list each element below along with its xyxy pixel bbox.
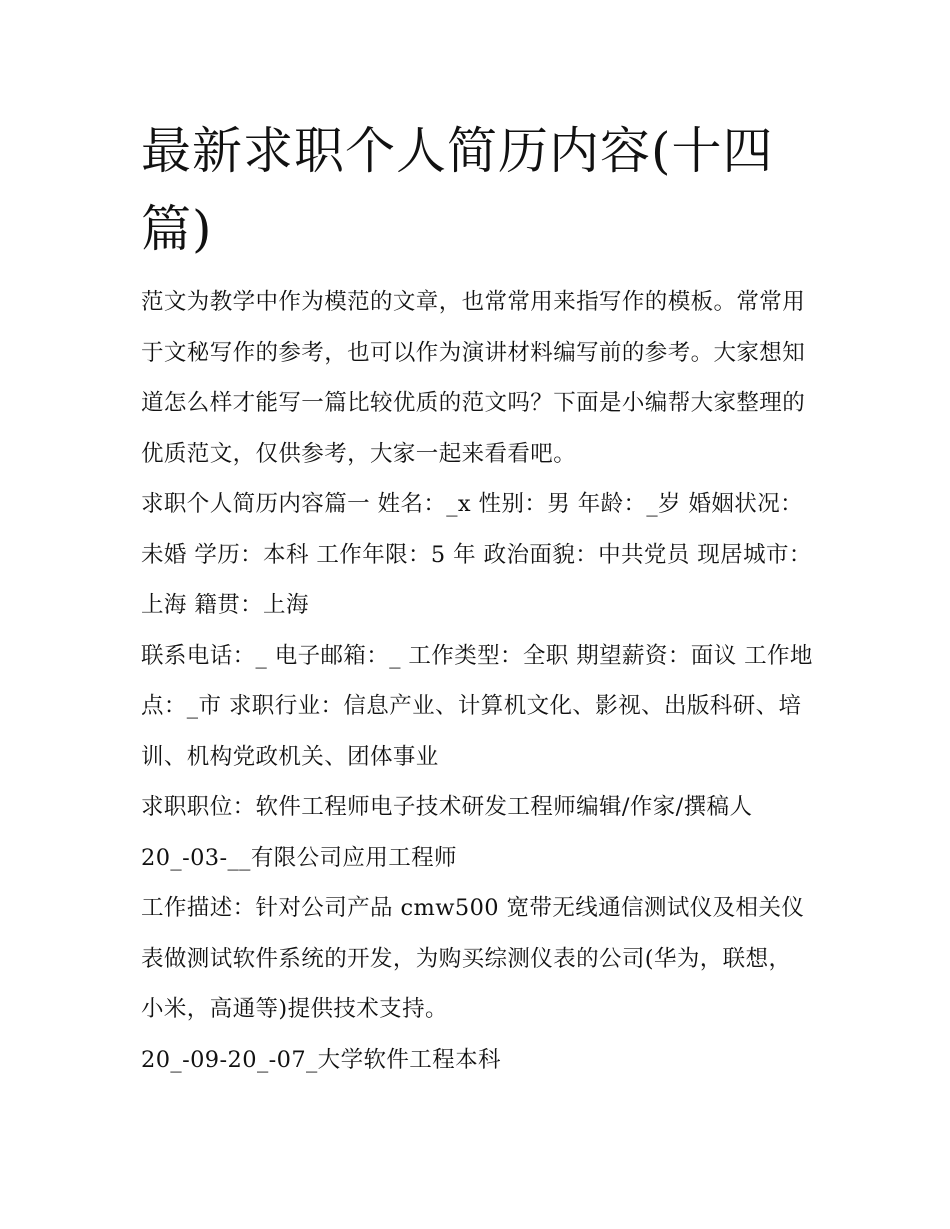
personal-info-paragraph: 求职个人简历内容篇一 姓名：_x 性别：男 年龄：_岁 婚姻状况：未婚 学历：本科 工作年限：5 年 政治面貌：中共党员 现居城市：上海 籍贯：上海 — [141, 491, 812, 618]
job-description-paragraph: 工作描述：针对公司产品 cmw500 宽带无线通信测试仪及相关仪表做测试软件系统的开发，为购买综测仪表的公司(华为，联想，小米，高通等)提供技术支持。 — [141, 895, 805, 1022]
document-body — [141, 277, 813, 1085]
job-position-paragraph: 求职职位：软件工程师电子技术研发工程师编辑/作家/撰稿人 20_-03-__有限公司应用工程师 — [141, 794, 753, 871]
intro-paragraph: 范文为教学中作为模范的文章，也常常用来指写作的模板。常常用于文秘写作的参考，也可以作为演讲材料编写前的参考。大家想知道怎么样才能写一篇比较优质的范文吗？下面是小编帮大家整理的优质范文，仅供参考，大家一起来看看吧。 — [141, 289, 806, 467]
education-paragraph: 20_-09-20_-07_大学软件工程本科 — [141, 1046, 501, 1073]
document-title: 最新求职个人简历内容(十四篇) — [141, 122, 774, 258]
contact-info-paragraph: 联系电话：_ 电子邮箱：_ 工作类型：全职 期望薪资：面议 工作地点：_市 求职行业：信息产业、计算机文化、影视、出版科研、培训、机构党政机关、团体事业 — [141, 642, 813, 770]
